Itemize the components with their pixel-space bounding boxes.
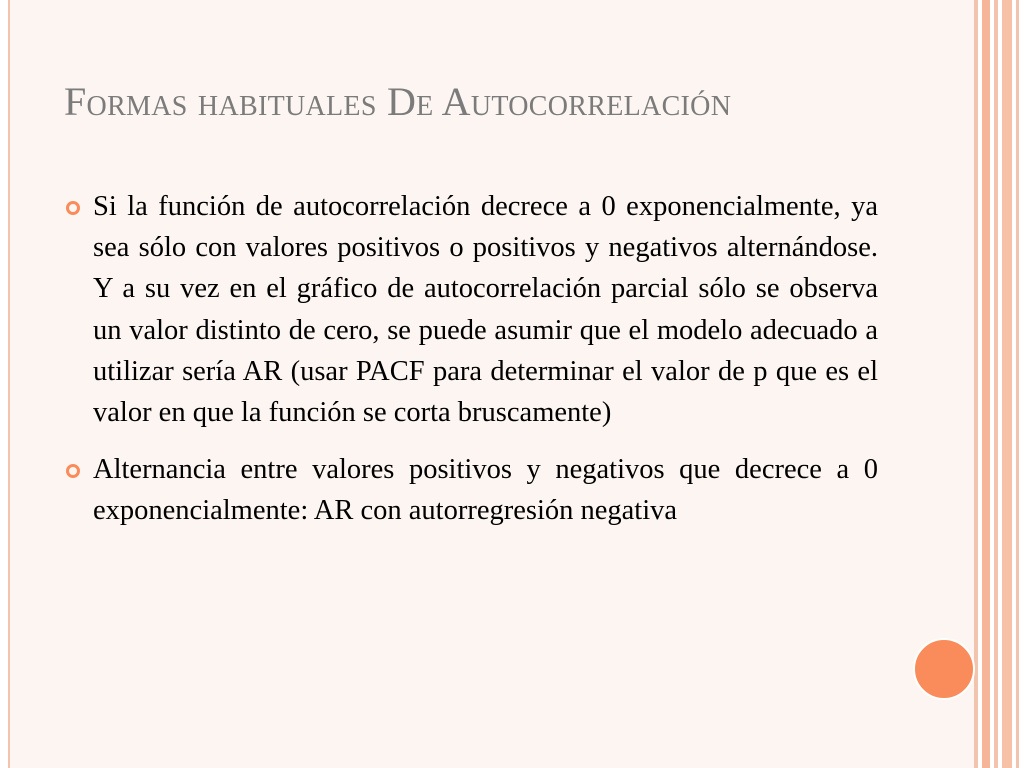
slide-title: Formas habituales De Autocorrelación xyxy=(64,79,732,124)
bullet-item xyxy=(64,449,878,531)
ring-bullet-icon xyxy=(65,463,81,479)
ring-bullet-icon xyxy=(65,200,81,216)
bullet-text: Alternancia entre valores positivos y negativos que decrece a 0 exponencialmente: AR con autorregresión negativa xyxy=(93,454,878,527)
bullet-text: Si la función de autocorrelación decrece a 0 exponencialmente, ya sea sólo con valores positivos o positivos y negativos alternándose. Y a su vez en el gráfico de autocorrelación parcial sólo se observa un valor distinto de cero, se puede asumir que el modelo adecuado a utilizar sería AR (usar PACF para determinar el valor de p que es el valor en que la función se corta bruscamente) xyxy=(93,191,878,429)
bullet-item xyxy=(64,186,878,433)
decorative-circle-icon xyxy=(913,638,975,700)
right-edge-stripes xyxy=(976,0,1024,768)
bullet-list xyxy=(64,186,878,548)
